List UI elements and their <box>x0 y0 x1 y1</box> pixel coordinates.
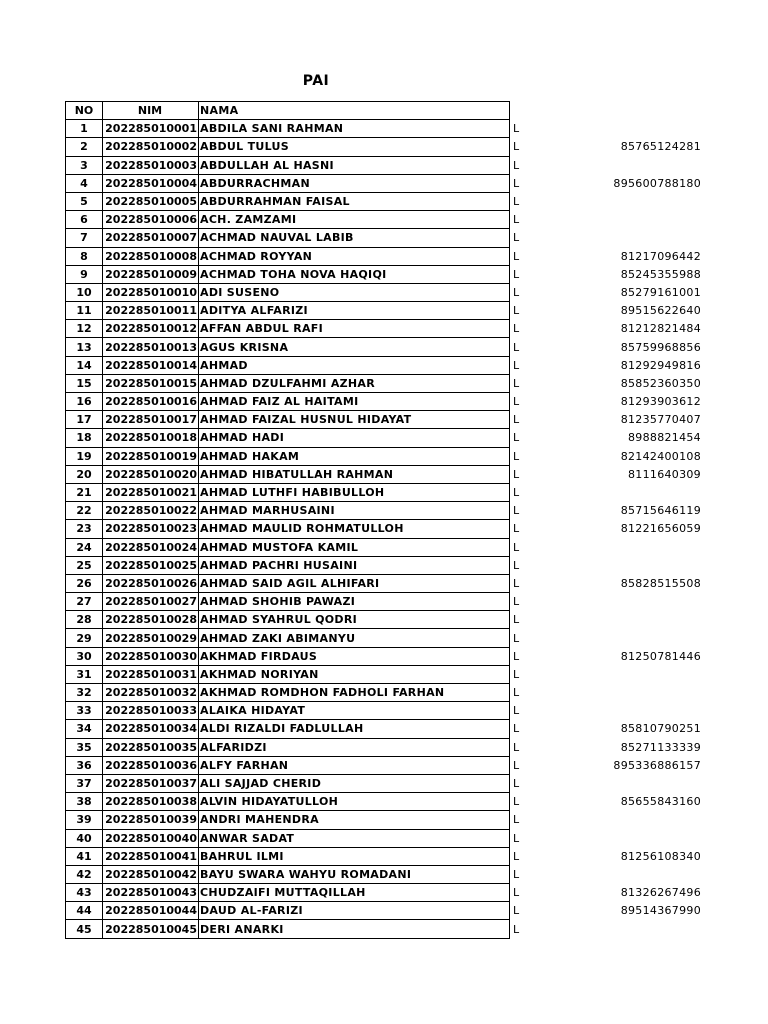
row-phone: 85715646119 <box>620 504 701 518</box>
row-phone: 85828515508 <box>620 576 701 590</box>
row-phone: 85852360350 <box>620 376 701 390</box>
row-nama: AHMAD PACHRI HUSAINI <box>199 556 510 574</box>
row-phone: 82142400108 <box>620 449 701 463</box>
row-no: 11 <box>66 302 103 320</box>
row-phone <box>601 811 702 829</box>
table-header-row <box>66 102 702 120</box>
row-no: 14 <box>66 356 103 374</box>
row-nama: ADI SUSENO <box>199 283 510 301</box>
row-no: 40 <box>66 829 103 847</box>
table-row <box>66 447 702 465</box>
row-gender: L <box>510 229 602 247</box>
row-nim: 202285010025 <box>103 556 199 574</box>
table-row <box>66 738 702 756</box>
row-no: 30 <box>66 647 103 665</box>
row-gender: L <box>510 756 602 774</box>
row-phone: 81235770407 <box>620 413 701 427</box>
row-nama: ACHMAD TOHA NOVA HAQIQI <box>199 265 510 283</box>
row-nama: AKHMAD ROMDHON FADHOLI FARHAN <box>199 684 510 702</box>
row-nama: AFFAN ABDUL RAFI <box>199 320 510 338</box>
row-gender: L <box>510 902 602 920</box>
row-gender: L <box>510 283 602 301</box>
row-no: 21 <box>66 483 103 501</box>
table-row <box>66 429 702 447</box>
row-gender: L <box>510 793 602 811</box>
row-nama: AHMAD SHOHIB PAWAZI <box>199 593 510 611</box>
row-phone <box>601 665 702 683</box>
row-phone: 85765124281 <box>620 140 701 154</box>
row-no: 13 <box>66 338 103 356</box>
row-no: 32 <box>66 684 103 702</box>
row-no: 45 <box>66 920 103 938</box>
row-nim: 202285010010 <box>103 283 199 301</box>
table-row <box>66 192 702 210</box>
row-gender: L <box>510 593 602 611</box>
table-row <box>66 629 702 647</box>
row-no: 31 <box>66 665 103 683</box>
row-no: 29 <box>66 629 103 647</box>
table-row <box>66 138 702 156</box>
row-gender: L <box>510 611 602 629</box>
row-phone <box>601 611 702 629</box>
row-nim: 202285010022 <box>103 502 199 520</box>
row-gender: L <box>510 483 602 501</box>
row-gender: L <box>510 920 602 938</box>
table-row <box>66 302 702 320</box>
row-nim: 202285010006 <box>103 211 199 229</box>
row-gender: L <box>510 811 602 829</box>
row-no: 1 <box>66 120 103 138</box>
table-row <box>66 574 702 592</box>
row-nama: ALDI RIZALDI FADLULLAH <box>199 720 510 738</box>
row-nama: AHMAD LUTHFI HABIBULLOH <box>199 483 510 501</box>
row-gender: L <box>510 738 602 756</box>
row-nama: DERI ANARKI <box>199 920 510 938</box>
row-no: 26 <box>66 574 103 592</box>
row-no: 24 <box>66 538 103 556</box>
table-row <box>66 283 702 301</box>
row-nama: AHMAD FAIZAL HUSNUL HIDAYAT <box>199 411 510 429</box>
row-nim: 202285010032 <box>103 684 199 702</box>
row-nim: 202285010031 <box>103 665 199 683</box>
row-nim: 202285010028 <box>103 611 199 629</box>
row-nim: 202285010038 <box>103 793 199 811</box>
row-no: 19 <box>66 447 103 465</box>
row-nim: 202285010008 <box>103 247 199 265</box>
table-row <box>66 684 702 702</box>
row-no: 28 <box>66 611 103 629</box>
row-phone: 81250781446 <box>620 649 701 663</box>
row-no: 34 <box>66 720 103 738</box>
row-no: 5 <box>66 192 103 210</box>
table-row <box>66 774 702 792</box>
student-table <box>65 101 702 939</box>
row-phone <box>601 593 702 611</box>
row-phone: 81212821484 <box>620 322 701 336</box>
row-nama: ALFARIDZI <box>199 738 510 756</box>
row-phone <box>601 629 702 647</box>
row-nim: 202285010041 <box>103 847 199 865</box>
row-no: 38 <box>66 793 103 811</box>
row-gender: L <box>510 556 602 574</box>
header-no: NO <box>66 102 103 120</box>
row-phone <box>601 156 702 174</box>
row-gender: L <box>510 247 602 265</box>
row-no: 8 <box>66 247 103 265</box>
row-gender: L <box>510 520 602 538</box>
row-no: 7 <box>66 229 103 247</box>
row-gender: L <box>510 829 602 847</box>
row-nama: AGUS KRISNA <box>199 338 510 356</box>
row-phone: 8111640309 <box>628 467 701 481</box>
row-no: 3 <box>66 156 103 174</box>
table-row <box>66 902 702 920</box>
row-no: 36 <box>66 756 103 774</box>
row-nim: 202285010023 <box>103 520 199 538</box>
row-phone: 81256108340 <box>620 849 701 863</box>
row-nama: AHMAD MAULID ROHMATULLOH <box>199 520 510 538</box>
row-phone: 85655843160 <box>620 795 701 809</box>
row-nama: ACHMAD ROYYAN <box>199 247 510 265</box>
row-phone: 81217096442 <box>620 249 701 263</box>
row-gender: L <box>510 684 602 702</box>
row-nim: 202285010030 <box>103 647 199 665</box>
row-no: 35 <box>66 738 103 756</box>
row-phone <box>601 829 702 847</box>
table-row <box>66 593 702 611</box>
row-gender: L <box>510 447 602 465</box>
row-phone: 89514367990 <box>620 904 701 918</box>
row-nama: CHUDZAIFI MUTTAQILLAH <box>199 884 510 902</box>
row-nim: 202285010035 <box>103 738 199 756</box>
row-no: 42 <box>66 865 103 883</box>
row-phone <box>601 556 702 574</box>
row-gender: L <box>510 884 602 902</box>
row-phone <box>601 865 702 883</box>
table-row <box>66 502 702 520</box>
row-gender: L <box>510 174 602 192</box>
row-nama: BAHRUL ILMI <box>199 847 510 865</box>
row-nim: 202285010017 <box>103 411 199 429</box>
row-phone: 85759968856 <box>620 340 701 354</box>
row-gender: L <box>510 320 602 338</box>
row-nim: 202285010018 <box>103 429 199 447</box>
table-row <box>66 793 702 811</box>
row-nama: AHMAD FAIZ AL HAITAMI <box>199 393 510 411</box>
row-nim: 202285010027 <box>103 593 199 611</box>
row-gender: L <box>510 647 602 665</box>
row-nim: 202285010029 <box>103 629 199 647</box>
row-no: 33 <box>66 702 103 720</box>
row-phone: 81326267496 <box>620 886 701 900</box>
table-row <box>66 665 702 683</box>
row-nim: 202285010045 <box>103 920 199 938</box>
row-no: 37 <box>66 774 103 792</box>
row-phone <box>601 774 702 792</box>
table-row <box>66 229 702 247</box>
header-phone-blank <box>601 102 702 120</box>
row-nama: ABDULLAH AL HASNI <box>199 156 510 174</box>
table-row <box>66 920 702 938</box>
row-nama: DAUD AL-FARIZI <box>199 902 510 920</box>
row-nim: 202285010037 <box>103 774 199 792</box>
row-nim: 202285010003 <box>103 156 199 174</box>
table-row <box>66 538 702 556</box>
row-nama: AHMAD SAID AGIL ALHIFARI <box>199 574 510 592</box>
table-row <box>66 611 702 629</box>
row-nim: 202285010016 <box>103 393 199 411</box>
row-nim: 202285010043 <box>103 884 199 902</box>
row-nama: ACH. ZAMZAMI <box>199 211 510 229</box>
row-nim: 202285010044 <box>103 902 199 920</box>
row-nim: 202285010014 <box>103 356 199 374</box>
row-nim: 202285010009 <box>103 265 199 283</box>
row-gender: L <box>510 120 602 138</box>
table-row <box>66 120 702 138</box>
row-phone: 85810790251 <box>620 722 701 736</box>
table-row <box>66 265 702 283</box>
row-nama: ABDUL TULUS <box>199 138 510 156</box>
row-nim: 202285010002 <box>103 138 199 156</box>
table-row <box>66 411 702 429</box>
row-nama: AHMAD ZAKI ABIMANYU <box>199 629 510 647</box>
row-nama: AHMAD HAKAM <box>199 447 510 465</box>
row-no: 9 <box>66 265 103 283</box>
row-nama: ABDURRACHMAN <box>199 174 510 192</box>
row-nama: ANWAR SADAT <box>199 829 510 847</box>
row-nim: 202285010024 <box>103 538 199 556</box>
table-row <box>66 647 702 665</box>
row-nim: 202285010005 <box>103 192 199 210</box>
row-gender: L <box>510 393 602 411</box>
row-gender: L <box>510 702 602 720</box>
row-nim: 202285010040 <box>103 829 199 847</box>
row-phone: 81292949816 <box>620 358 701 372</box>
row-no: 27 <box>66 593 103 611</box>
row-nama: AKHMAD FIRDAUS <box>199 647 510 665</box>
row-nama: AHMAD HADI <box>199 429 510 447</box>
row-no: 2 <box>66 138 103 156</box>
row-gender: L <box>510 502 602 520</box>
row-no: 4 <box>66 174 103 192</box>
row-nama: ACHMAD NAUVAL LABIB <box>199 229 510 247</box>
row-gender: L <box>510 265 602 283</box>
table-row <box>66 556 702 574</box>
row-nim: 202285010020 <box>103 465 199 483</box>
table-row <box>66 174 702 192</box>
row-no: 41 <box>66 847 103 865</box>
row-nama: ALFY FARHAN <box>199 756 510 774</box>
row-phone <box>601 920 702 938</box>
table-body <box>66 120 702 938</box>
table-row <box>66 247 702 265</box>
table-row <box>66 847 702 865</box>
row-nama: ABDURRAHMAN FAISAL <box>199 192 510 210</box>
row-nama: AKHMAD NORIYAN <box>199 665 510 683</box>
table-row <box>66 702 702 720</box>
row-no: 43 <box>66 884 103 902</box>
row-gender: L <box>510 574 602 592</box>
row-gender: L <box>510 665 602 683</box>
row-phone <box>601 192 702 210</box>
row-phone <box>601 684 702 702</box>
row-phone <box>601 229 702 247</box>
row-no: 12 <box>66 320 103 338</box>
sheet-title: PAI <box>302 73 330 89</box>
table-row <box>66 156 702 174</box>
row-gender: L <box>510 356 602 374</box>
row-phone: 81293903612 <box>620 395 701 409</box>
table-row <box>66 483 702 501</box>
row-nim: 202285010036 <box>103 756 199 774</box>
row-phone <box>601 538 702 556</box>
row-no: 6 <box>66 211 103 229</box>
table-row <box>66 320 702 338</box>
row-no: 16 <box>66 393 103 411</box>
row-nim: 202285010007 <box>103 229 199 247</box>
row-nama: ANDRI MAHENDRA <box>199 811 510 829</box>
row-nama: AHMAD <box>199 356 510 374</box>
row-nama: ALVIN HIDAYATULLOH <box>199 793 510 811</box>
row-nama: AHMAD MUSTOFA KAMIL <box>199 538 510 556</box>
table-row <box>66 393 702 411</box>
row-gender: L <box>510 465 602 483</box>
table-row <box>66 520 702 538</box>
row-no: 22 <box>66 502 103 520</box>
row-nim: 202285010012 <box>103 320 199 338</box>
row-nama: ABDILA SANI RAHMAN <box>199 120 510 138</box>
row-nama: ALAIKA HIDAYAT <box>199 702 510 720</box>
table-row <box>66 884 702 902</box>
row-gender: L <box>510 411 602 429</box>
table-row <box>66 829 702 847</box>
table-row <box>66 465 702 483</box>
row-gender: L <box>510 138 602 156</box>
row-phone: 8988821454 <box>628 431 701 445</box>
row-nama: AHMAD HIBATULLAH RAHMAN <box>199 465 510 483</box>
row-no: 44 <box>66 902 103 920</box>
row-gender: L <box>510 338 602 356</box>
row-nim: 202285010039 <box>103 811 199 829</box>
row-phone: 81221656059 <box>620 522 701 536</box>
row-nim: 202285010001 <box>103 120 199 138</box>
row-nim: 202285010033 <box>103 702 199 720</box>
row-gender: L <box>510 429 602 447</box>
row-phone: 89515622640 <box>620 304 701 318</box>
table-row <box>66 720 702 738</box>
row-nama: ADITYA ALFARIZI <box>199 302 510 320</box>
row-gender: L <box>510 538 602 556</box>
header-nim: NIM <box>103 102 199 120</box>
row-nama: ALI SAJJAD CHERID <box>199 774 510 792</box>
row-no: 17 <box>66 411 103 429</box>
table-row <box>66 811 702 829</box>
table-row <box>66 338 702 356</box>
row-no: 23 <box>66 520 103 538</box>
row-gender: L <box>510 847 602 865</box>
row-phone <box>601 211 702 229</box>
row-nim: 202285010026 <box>103 574 199 592</box>
row-nim: 202285010021 <box>103 483 199 501</box>
row-phone: 85279161001 <box>620 285 701 299</box>
row-no: 10 <box>66 283 103 301</box>
header-gender-blank <box>510 102 602 120</box>
row-gender: L <box>510 192 602 210</box>
row-gender: L <box>510 720 602 738</box>
table-row <box>66 756 702 774</box>
row-gender: L <box>510 302 602 320</box>
row-no: 39 <box>66 811 103 829</box>
row-phone: 85271133339 <box>620 740 701 754</box>
row-phone: 85245355988 <box>620 267 701 281</box>
row-no: 15 <box>66 374 103 392</box>
row-nim: 202285010034 <box>103 720 199 738</box>
row-gender: L <box>510 211 602 229</box>
row-phone <box>601 702 702 720</box>
row-gender: L <box>510 374 602 392</box>
row-phone <box>601 483 702 501</box>
table-row <box>66 374 702 392</box>
row-no: 18 <box>66 429 103 447</box>
row-phone: 895600788180 <box>613 176 701 190</box>
row-no: 20 <box>66 465 103 483</box>
table-row <box>66 865 702 883</box>
row-no: 25 <box>66 556 103 574</box>
row-nim: 202285010042 <box>103 865 199 883</box>
table-row <box>66 356 702 374</box>
row-nama: AHMAD SYAHRUL QODRI <box>199 611 510 629</box>
row-nama: BAYU SWARA WAHYU ROMADANI <box>199 865 510 883</box>
row-phone <box>601 120 702 138</box>
row-nim: 202285010013 <box>103 338 199 356</box>
row-gender: L <box>510 156 602 174</box>
row-nim: 202285010019 <box>103 447 199 465</box>
row-phone: 895336886157 <box>613 758 701 772</box>
row-nama: AHMAD MARHUSAINI <box>199 502 510 520</box>
row-gender: L <box>510 774 602 792</box>
header-nama: NAMA <box>199 102 510 120</box>
row-nim: 202285010004 <box>103 174 199 192</box>
row-nim: 202285010015 <box>103 374 199 392</box>
row-gender: L <box>510 629 602 647</box>
row-nim: 202285010011 <box>103 302 199 320</box>
row-nama: AHMAD DZULFAHMI AZHAR <box>199 374 510 392</box>
row-gender: L <box>510 865 602 883</box>
table-row <box>66 211 702 229</box>
